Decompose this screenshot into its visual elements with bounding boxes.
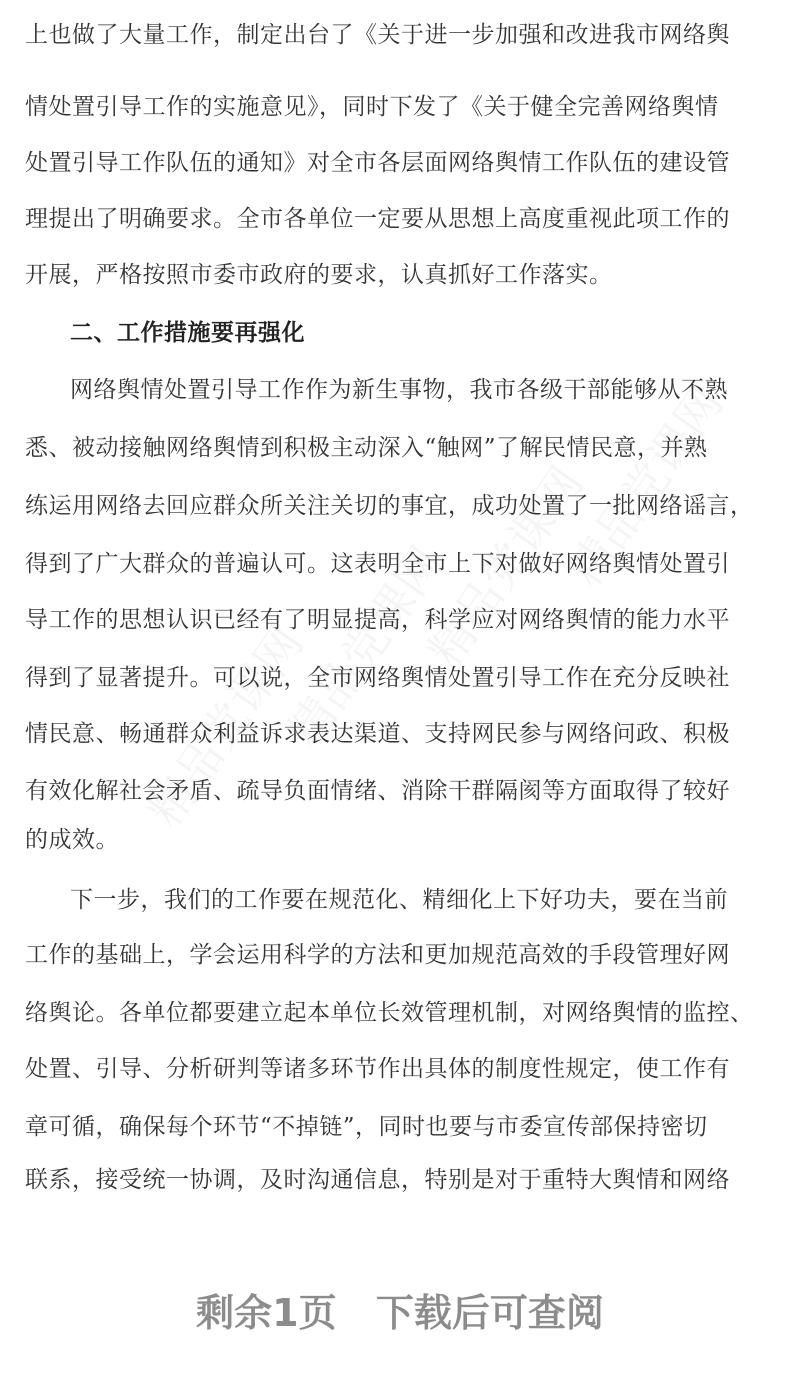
- paragraph-first-line: 网络舆情处置引导工作作为新生事物，我市各级干部能够从不熟: [70, 377, 728, 403]
- text-line: 练运用网络去回应群众所关注关切的事宜，成功处置了一批网络谣言，: [25, 493, 754, 519]
- text-line: 上也做了大量工作，制定出台了《关于进一步加强和改进我市网络舆: [25, 22, 730, 48]
- paragraph-first-line: 下一步，我们的工作要在规范化、精细化上下好功夫，要在当前: [70, 887, 728, 913]
- text-line: 章可循，确保每个环节“不掉链”，同时也要与市委宣传部保持密切: [25, 1114, 708, 1140]
- text-line: 得到了显著提升。可以说，全市网络舆情处置引导工作在充分反映社: [25, 665, 730, 691]
- section-heading: 二、工作措施要再强化: [70, 320, 305, 346]
- text-line: 情民意、畅通群众利益诉求表达渠道、支持网民参与网络问政、积极: [25, 721, 730, 747]
- text-line: 处置、引导、分析研判等诸多环节作出具体的制度性规定，使工作有: [25, 1056, 730, 1082]
- text-line: 处置引导工作队伍的通知》对全市各层面网络舆情工作队伍的建设管: [25, 150, 730, 176]
- text-line: 络舆论。各单位都要建立起本单位长效管理机制，对网络舆情的监控、: [25, 1000, 754, 1026]
- text-line: 有效化解社会矛盾、疏导负面情绪、消除干群隔阂等方面取得了较好: [25, 778, 730, 804]
- text-line: 情处置引导工作的实施意见》，同时下发了《关于健全完善网络舆情: [25, 94, 719, 120]
- text-line: 开展，严格按照市委市政府的要求，认真抓好工作落实。: [25, 262, 613, 288]
- remaining-pages-notice: 剩余1页 下载后可查阅: [196, 1291, 604, 1335]
- text-line: 工作的基础上，学会运用科学的方法和更加规范高效的手段管理好网: [25, 942, 730, 968]
- text-line: 悉、被动接触网络舆情到积极主动深入“触网”了解民情民意，并熟: [25, 435, 708, 461]
- text-line: 得到了广大群众的普遍认可。这表明全市上下对做好网络舆情处置引: [25, 551, 730, 577]
- text-line: 联系，接受统一协调，及时沟通信息，特别是对于重特大舆情和网络: [25, 1167, 730, 1193]
- text-line: 理提出了明确要求。全市各单位一定要从思想上高度重视此项工作的: [25, 206, 730, 232]
- text-line: 的成效。: [25, 827, 119, 853]
- text-line: 导工作的思想认识已经有了明显提高，科学应对网络舆情的能力水平: [25, 607, 730, 633]
